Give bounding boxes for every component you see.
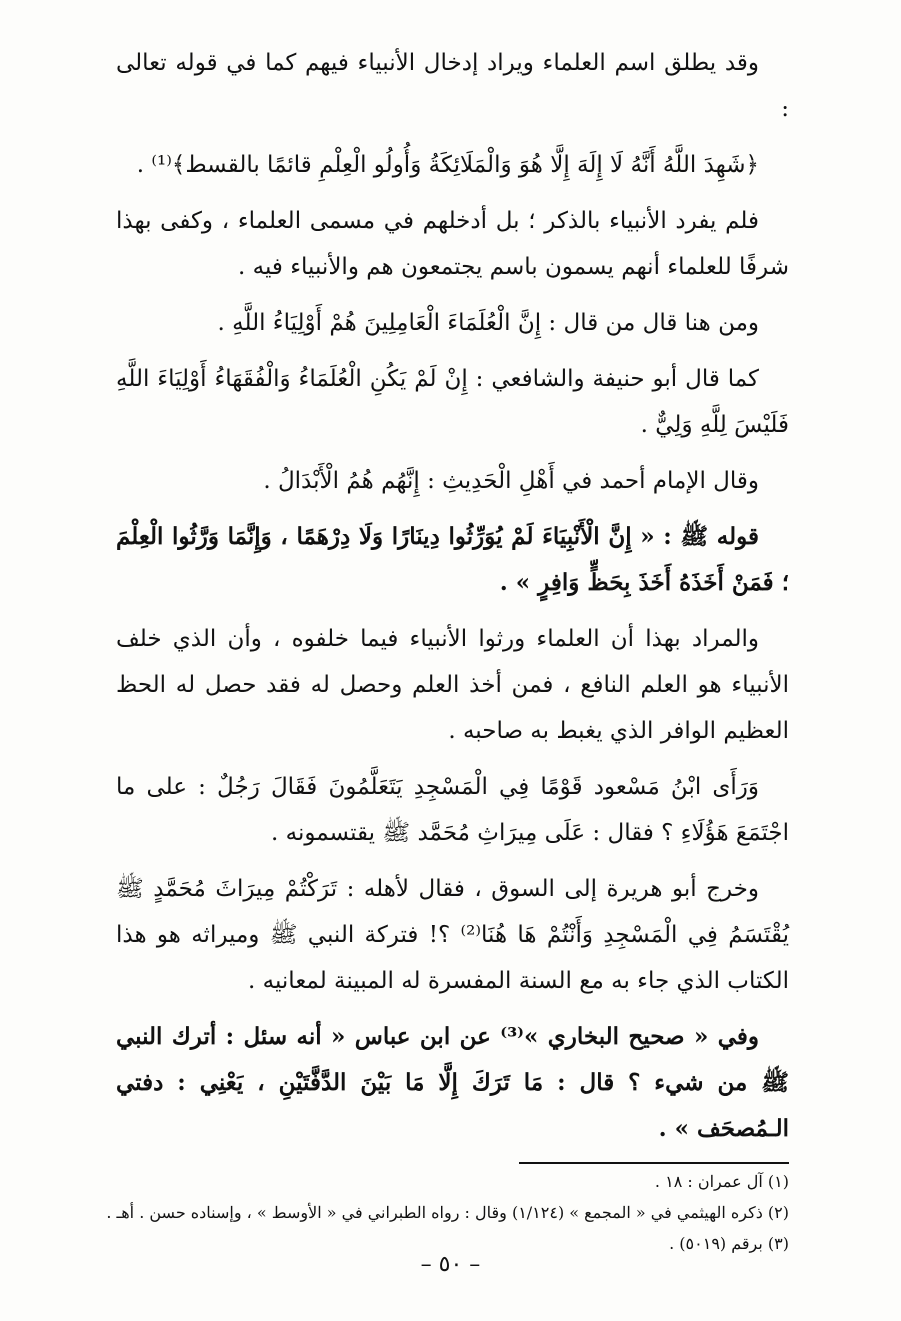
paragraph: قوله ﷺ : « إِنَّ الْأَنْبِيَاءَ لَمْ يُوَرِّثُوا دِينَارًا وَلَا دِرْهَمًا ، وَإِنَّمَا وَرَّثُوا الْعِلْمَ ؛ فَمَنْ أَخَذَهُ أَخَذَ بِحَظٍّ وَافِرٍ » . — [116, 523, 789, 596]
paragraph: وفي « صحيح البخاري »⁽³⁾ عن ابن عباس « أنه سئل : أترك النبي ﷺ من شيء ؟ قال : مَا تَرَكَ إِلَّا مَا بَيْنَ الدَّفَّتَيْنِ ، يَعْنِي : دفتي الـمُصحَف » . — [116, 1023, 789, 1142]
paragraph: ﴿شَهِدَ اللَّهُ أَنَّهُ لَا إِلَهَ إِلَّا هُوَ وَالْمَلَائِكَةُ وَأُولُو الْعِلْمِ قائمًا بالقسط﴾⁽¹⁾ . — [136, 152, 759, 178]
paragraph: ومن هنا قال من قال : إِنَّ الْعُلَمَاءَ الْعَامِلِينَ هُمْ أَوْلِيَاءُ اللَّهِ . — [217, 310, 759, 336]
footnote: (٢) ذكره الهيثمي في « المجمع » (١/١٢٤) وقال : رواه الطبراني في « الأوسط » ، وإسناده حسن . أهـ . — [106, 1203, 789, 1222]
paragraph: وخرج أبو هريرة إلى السوق ، فقال لأهله : تَرَكْتُمْ مِيرَاثَ مُحَمَّدٍ ﷺ يُقْتَسَمُ فِي الْمَسْجِدِ وَأَنْتُمْ هَا هُنَا⁽²⁾ ؟! فتركة النبي ﷺ وميراثه هو هذا الكتاب الذي جاء به مع السنة المفسرة له المبينة لمعانيه . — [116, 876, 789, 994]
paragraph: والمراد بهذا أن العلماء ورثوا الأنبياء فيما خلفوه ، وأن الذي خلف الأنبياء هو العلم النافع ، فمن أخذ العلم وحصل له فقد حصل له الحظ العظيم الوافر الذي يغبط به صاحبه . — [116, 626, 789, 744]
body-text — [116, 40, 789, 1152]
footnote-list — [106, 1164, 789, 1259]
paragraph: وقد يطلق اسم العلماء ويراد إدخال الأنبياء فيهم كما في قوله تعالى : — [116, 50, 789, 122]
footnotes-section — [106, 1162, 789, 1259]
page-number: – ٥٠ – — [420, 1252, 481, 1277]
footnote: (٣) برقم (٥٠١٩) . — [669, 1234, 789, 1253]
paragraph: وَرَأَى ابْنُ مَسْعود قَوْمًا فِي الْمَسْجِدِ يَتَعَلَّمُونَ فَقَالَ رَجُلٌ : على ما اجْتَمَعَ هَؤُلَاءِ ؟ فقال : عَلَى مِيرَاثِ مُحَمَّد ﷺ يقتسمونه . — [116, 774, 789, 846]
paragraph: كما قال أبو حنيفة والشافعي : إِنْ لَمْ يَكُنِ الْعُلَمَاءُ وَالْفُقَهَاءُ أَوْلِيَاءَ اللَّهِ فَلَيْسَ لِلَّهِ وَلِيٌّ . — [116, 366, 789, 438]
paragraph: فلم يفرد الأنبياء بالذكر ؛ بل أدخلهم في مسمى العلماء ، وكفى بهذا شرفًا للعلماء أنهم يسمون باسم يجتمعون هم والأنبياء فيه . — [116, 208, 789, 280]
paragraph: وقال الإمام أحمد في أَهْلِ الْحَدِيثِ : إِنَّهُم هُمُ الْأَبْدَالُ . — [263, 468, 759, 494]
footnote: (١) آل عمران : ١٨ . — [654, 1172, 789, 1191]
